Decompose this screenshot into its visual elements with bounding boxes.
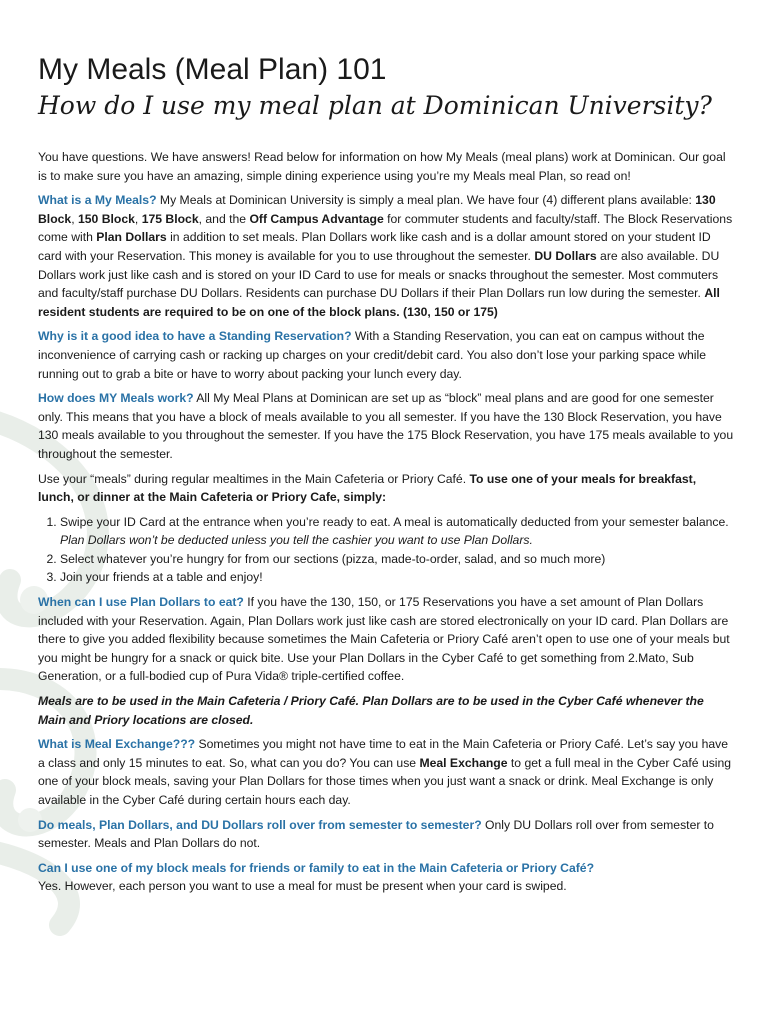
steps-list	[38, 513, 734, 587]
list-item: 1. Swipe your ID Card at the entrance when you’re ready to eat. A meal is automatically deducted from your semester balance. Plan Dollars won’t be deducted unless you tell the cashier you want to use Plan Dollars.	[60, 513, 734, 550]
page-subtitle: How do I use my meal plan at Dominican University?	[38, 91, 712, 120]
section-how-meals-work: How does MY Meals work? All My Meal Plans at Dominican are set up as “block” meal plans and are good for one semester only. This means that you have a block of meals available to you all semester. If you have the 130 Block Reservation, you have 130 meals available to you throughout the semester. If you have the 175 Block Reservation, you have 175 meals available to you throughout the semester.	[38, 391, 734, 461]
question-heading: What is a My Meals?	[38, 193, 157, 208]
intro-paragraph: You have questions. We have answers! Read below for information on how My Meals (meal plans) work at Dominican. Our goal is to make sure you have an amazing, simple dining experience using you’re my Meals meal Plan, so read on!	[38, 150, 726, 183]
page-title: My Meals (Meal Plan) 101	[38, 53, 387, 86]
section-standing-reservation: Why is it a good idea to have a Standing Reservation? With a Standing Reservation, you can eat on campus without the inconvenience of carrying cash or racking up charges on your credit/debit card. You also don’t lose your parking space while running out to grab a bite or have to worry about packing your lunch every day.	[38, 329, 706, 381]
section-rollover: Do meals, Plan Dollars, and DU Dollars roll over from semester to semester? Only DU Dollars roll over from semester to semester. Meals and Plan Dollars do not.	[38, 817, 714, 851]
question-heading: Can I use one of my block meals for friends or family to eat in the Main Cafeteria or Priory Café?	[38, 860, 595, 875]
document-body	[38, 148, 734, 902]
question-heading: When can I use Plan Dollars to eat?	[38, 595, 244, 610]
question-heading: Why is it a good idea to have a Standing Reservation?	[38, 329, 352, 344]
note-paragraph: Meals are to be used in the Main Cafeteria / Priory Café. Plan Dollars are to be used in the Cyber Café whenever the Main and Priory locations are closed.	[38, 694, 704, 727]
question-heading: What is Meal Exchange???	[38, 737, 196, 752]
list-item: 2. Select whatever you’re hungry for from our sections (pizza, made-to-order, salad, and so much more)	[60, 550, 734, 569]
section-use-meals: Use your “meals” during regular mealtimes in the Main Cafeteria or Priory Café. To use one of your meals for breakfast, lunch, or dinner at the Main Cafeteria or Priory Cafe, simply:	[38, 471, 697, 505]
question-heading: Do meals, Plan Dollars, and DU Dollars roll over from semester to semester?	[38, 817, 482, 832]
section-plan-dollars: When can I use Plan Dollars to eat? If you have the 130, 150, or 175 Reservations you have a set amount of Plan Dollars included with your Reservation. Again, Plan Dollars work just like cash are stored electronically on your ID card. Plan Dollars are there to give you added flexibility because sometimes the Main Cafeteria or Priory Café aren’t open to use one of your meals but you might be hungry for a snack or quick bite. Use your Plan Dollars in the Cyber Café to get something from 2.Mato, Sub Generation, or a full-bodied cup of Pura Vida® triple-certified coffee.	[38, 595, 730, 684]
section-meal-exchange: What is Meal Exchange??? Sometimes you might not have time to eat in the Main Cafeteria or Priory Café. Let’s say you have a class and only 15 minutes to eat. So, what can you do? You can use Meal Exchange to get a full meal in the Cyber Café using one of your block meals, saving your Plan Dollars for those times when you just want a snack or drink. Meal Exchange is only available in the Cyber Café during certain hours each day.	[38, 737, 732, 807]
section-guests: Can I use one of my block meals for friends or family to eat in the Main Cafeteria or Priory Café? Yes. However, each person you want to use a meal for must be present when your card is swiped.	[38, 860, 595, 894]
section-what-is-my-meals: What is a My Meals? My Meals at Dominican University is simply a meal plan. We have four (4) different plans available: 130 Block, 150 Block, 175 Block, and the Off Campus Advantage for commuter students and faculty/staff. The Block Reservations come with Plan Dollars in addition to set meals. Plan Dollars work like cash and is a dollar amount stored on your student ID card with your Reservation. This money is available for you to use throughout the semester. DU Dollars are also available. DU Dollars work just like cash and is stored on your ID Card to use for meals or snacks throughout the semester. Most commuters and faculty/staff purchase DU Dollars. Residents can purchase DU Dollars if their Plan Dollars run low during the semester. All resident students are required to be on one of the block plans. (130, 150 or 175)	[38, 193, 733, 319]
list-item: 3. Join your friends at a table and enjoy!	[60, 568, 734, 587]
question-heading: How does MY Meals work?	[38, 391, 194, 406]
